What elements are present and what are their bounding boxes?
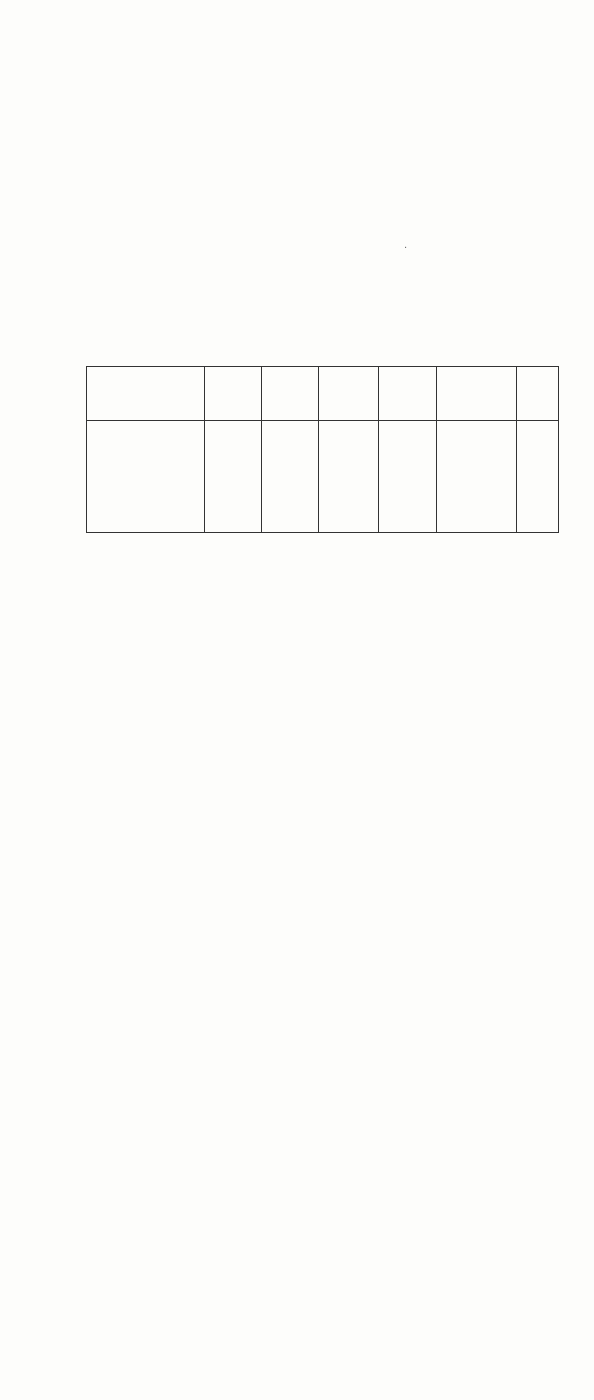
stray-mark: ·	[404, 243, 408, 254]
table-header-row	[87, 367, 559, 421]
col-header-3	[262, 367, 319, 421]
owner-cell	[87, 421, 205, 533]
division-table-part-1	[86, 366, 559, 533]
col-header-6	[437, 367, 517, 421]
col-header-5	[379, 367, 437, 421]
owner-anteil-cell	[205, 421, 262, 533]
col-header-1	[87, 367, 205, 421]
col-header-7	[517, 367, 559, 421]
col-header-4	[319, 367, 379, 421]
col-header-2	[205, 367, 262, 421]
table-row-owner	[87, 421, 559, 533]
owner-wohnung-cell	[262, 421, 319, 533]
owner-teil-cell	[319, 421, 379, 533]
